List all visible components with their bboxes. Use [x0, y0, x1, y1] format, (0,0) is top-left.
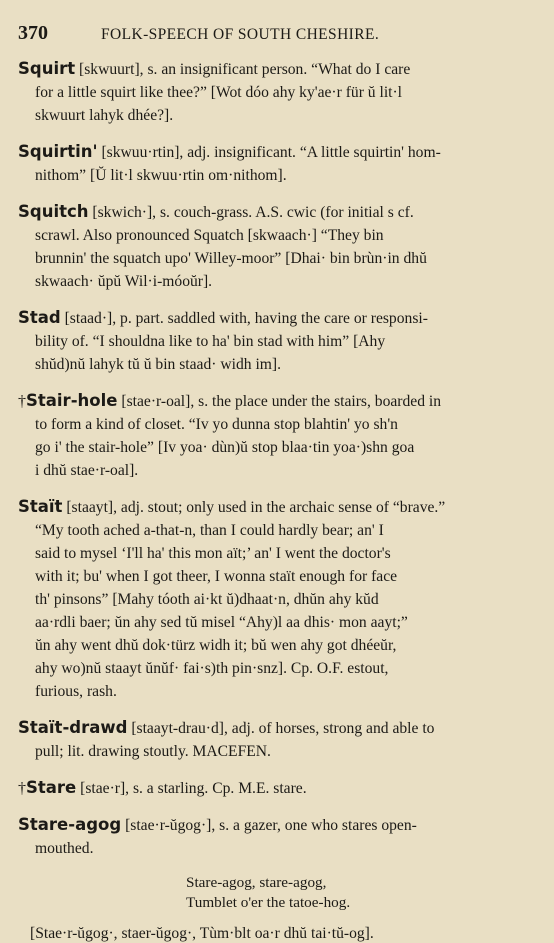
entry-line	[18, 389, 538, 413]
entry-text: shŭd)nŭ lahyk tŭ ŭ bin staad· widh im].	[35, 356, 282, 373]
entry-text: skwaach· ŭpŭ Wil·i-móoŭr].	[35, 273, 213, 290]
entry-line	[18, 611, 538, 634]
entry-line	[18, 330, 538, 353]
entry-headword: Squitch	[18, 202, 89, 221]
dictionary-entry	[18, 57, 538, 127]
entry-text: [stae·r-ŭgog·], s. a gazer, one who stares open-	[121, 817, 417, 834]
entry-text: ŭn ahy went dhŭ dok·türz widh it; bŭ wen ahy got dhéeŭr,	[35, 637, 397, 654]
entry-text: scrawl. Also pronounced Squatch [skwaach·] “They bin	[35, 227, 384, 244]
page-header	[18, 22, 538, 45]
entry-line	[18, 270, 538, 293]
dictionary-entry	[18, 716, 538, 763]
entry-headword: Staït	[18, 497, 63, 516]
entry-line	[18, 306, 538, 330]
entry-line	[18, 837, 538, 860]
entry-line	[18, 519, 538, 542]
entry-text: “My tooth ached a-that-n, than I could hardly bear; an' I	[35, 522, 384, 539]
dictionary-entry	[18, 389, 538, 482]
entry-line	[18, 542, 538, 565]
obsolete-dagger-mark: †	[18, 780, 26, 797]
entry-headword: Stare-agog	[18, 815, 122, 834]
entry-text: [staad·], p. part. saddled with, having the care or responsi-	[60, 310, 428, 327]
verse-line: Stare-agog, stare-agog,	[186, 874, 327, 891]
entry-line	[18, 164, 538, 187]
entry-line	[18, 588, 538, 611]
entry-line	[18, 657, 538, 680]
entry-text: [stae·r], s. a starling. Cp. M.E. stare.	[76, 780, 307, 797]
dictionary-entry	[18, 140, 538, 187]
entry-text: [skwuurt], s. an insignificant person. “What do I care	[75, 61, 411, 78]
entry-text: said to mysel ‘I'll ha' this mon aït;’ an' I went the doctor's	[35, 545, 391, 562]
entry-headword: Squirt	[18, 59, 76, 78]
entry-text: for a little squirt like thee?” [Wot dóo ahy ky'ae·r für ŭ lit·l	[35, 84, 403, 101]
entry-text: [stae·r-oal], s. the place under the stairs, boarded in	[117, 393, 442, 410]
entry-line	[18, 57, 538, 81]
dictionary-entry	[18, 306, 538, 376]
dictionary-entry	[18, 813, 538, 860]
entry-line	[18, 716, 538, 740]
entry-line	[18, 413, 538, 436]
entry-line	[18, 634, 538, 657]
entry-text: to form a kind of closet. “Iv yo dunna stop blahtin' yo sh'n	[35, 416, 398, 433]
dictionary-entry	[18, 495, 538, 703]
entry-headword: Staït-drawd	[18, 718, 128, 737]
entry-text: [staayt-drau·d], adj. of horses, strong and able to	[127, 720, 435, 737]
entry-text: [staayt], adj. stout; only used in the archaic sense of “brave.”	[62, 499, 446, 516]
page-number: 370	[18, 22, 48, 44]
entry-line	[18, 353, 538, 376]
entry-text: [skwich·], s. couch-grass. A.S. cwic (for initial s cf.	[88, 204, 414, 221]
entry-text: skwuurt lahyk dhée?].	[35, 107, 174, 124]
entry-line	[18, 565, 538, 588]
entry-text: with it; bu' when I got theer, I wonna staït enough for face	[35, 568, 398, 585]
entry-text: nithom” [Ŭ lit·l skwuu·rtin om·nithom].	[35, 167, 287, 184]
entry-text: bility of. “I shouldna like to ha' bin stad with him” [Ahy	[35, 333, 386, 350]
entry-headword: Stad	[18, 308, 61, 327]
entry-text: pull; lit. drawing stoutly. MACEFEN.	[35, 743, 271, 760]
running-title: FOLK-SPEECH OF SOUTH CHESHIRE.	[101, 26, 380, 43]
dictionary-entry	[18, 200, 538, 293]
entry-text: th' pinsons” [Mahy tóoth ai·kt ŭ)dhaat·n, dhŭn ahy kŭd	[35, 591, 379, 608]
entry-text: furious, rash.	[35, 683, 117, 700]
verse-line: Tumblet o'er the tatoe-hog.	[186, 894, 351, 911]
entry-line	[18, 776, 538, 800]
entry-line	[18, 740, 538, 763]
obsolete-dagger-mark: †	[18, 393, 26, 410]
entry-line	[18, 495, 538, 519]
verse-transcription: [Stae·r-ŭgog·, staer-ŭgog·, Tùm·blt oa·r dhŭ tai·tŭ-og].	[30, 925, 374, 942]
dictionary-entries	[18, 57, 538, 860]
entry-line	[18, 140, 538, 164]
entry-line	[18, 680, 538, 703]
entry-line	[18, 200, 538, 224]
verse-quote	[18, 873, 538, 913]
entry-line	[18, 436, 538, 459]
entry-line	[18, 459, 538, 482]
entry-text: go i' the stair-hole” [Iv yoa· dùn)ŭ stop blaa·tin yoa·)shn goa	[35, 439, 415, 456]
entry-headword: Squirtin'	[18, 142, 98, 161]
entry-line	[18, 81, 538, 104]
entry-headword: Stare	[26, 778, 77, 797]
entry-text: i dhŭ stae·r-oal].	[35, 462, 139, 479]
dictionary-entry	[18, 776, 538, 800]
entry-text: ahy wo)nŭ staayt ŭnŭf· fai·s)th pin·snz]. Cp. O.F. estout,	[35, 660, 389, 677]
entry-text: aa·rdli baer; ŭn ahy sed tŭ misel “Ahy)l aa dhis· mon aayt;”	[35, 614, 408, 631]
entry-line	[18, 224, 538, 247]
entry-line	[18, 104, 538, 127]
entry-text: brunnin' the squatch upo' Willey-moor” [Dhai· bin brùn·in dhŭ	[35, 250, 427, 267]
entry-text: mouthed.	[35, 840, 94, 857]
entry-text: [skwuu·rtin], adj. insignificant. “A little squirtin' hom-	[97, 144, 441, 161]
entry-headword: Stair-hole	[26, 391, 118, 410]
entry-line	[18, 813, 538, 837]
entry-line	[18, 247, 538, 270]
